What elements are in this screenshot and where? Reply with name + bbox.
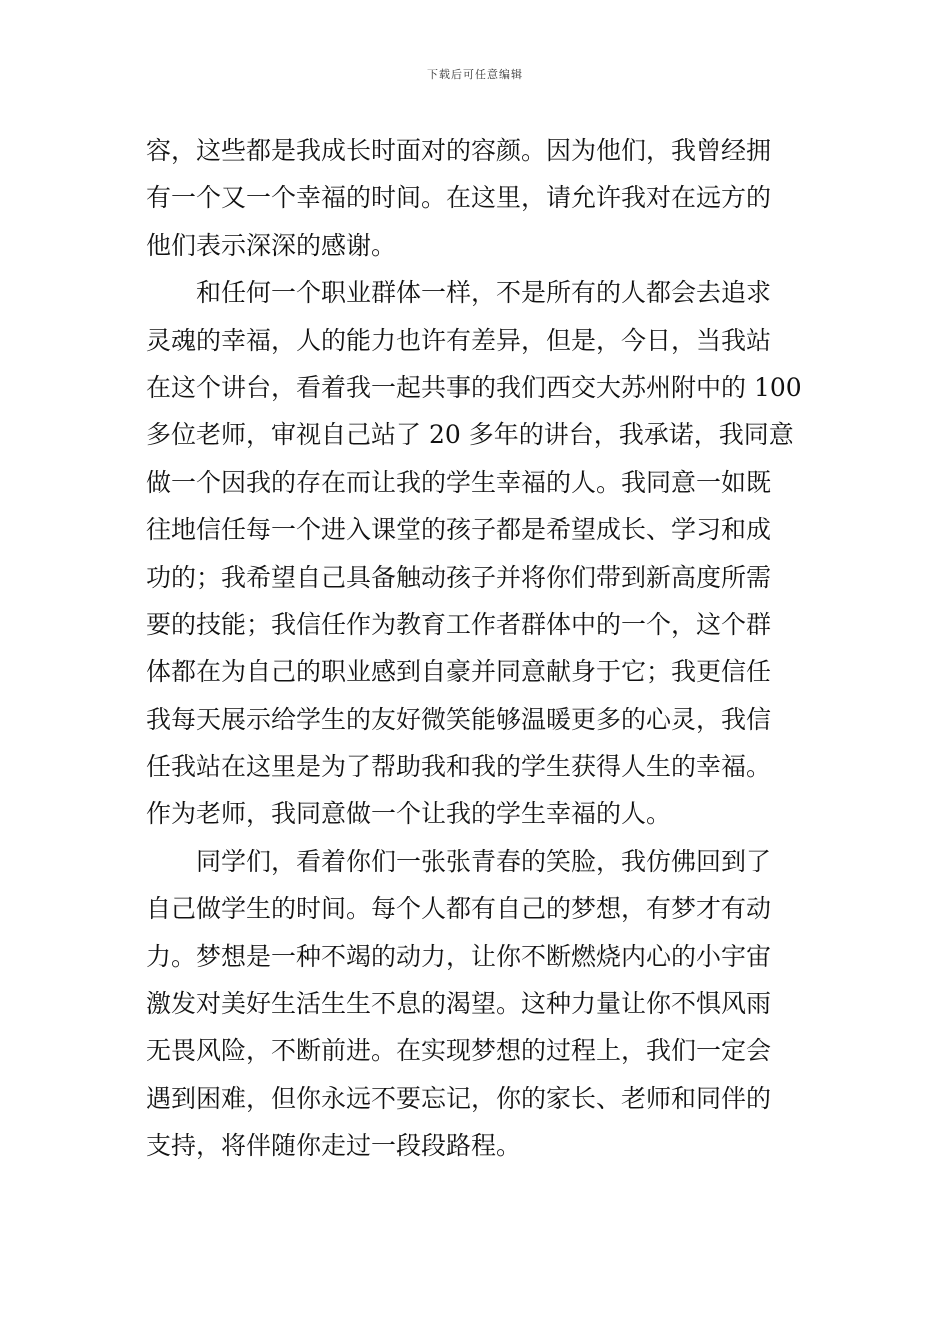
paragraph [146,838,806,1170]
text-line: 有一个又一个幸福的时间。在这里，请允许我对在远方的 [146,183,772,213]
text-line: 任我站在这里是为了帮助我和我的学生获得人生的幸福。 [146,752,772,782]
text-line: 和任何一个职业群体一样，不是所有的人都会去追求 [196,278,772,308]
text-line: 灵魂的幸福，人的能力也许有差异，但是，今日，当我站 [146,325,772,355]
text-line: 自己做学生的时间。每个人都有自己的梦想，有梦才有动 [146,894,772,924]
text-line: 无畏风险，不断前进。在实现梦想的过程上，我们一定会 [146,1036,772,1066]
text-line: 要的技能；我信任作为教育工作者群体中的一个，这个群 [146,609,772,639]
text-line: 作为老师，我同意做一个让我的学生幸福的人。 [146,799,672,829]
page-header: 下载后可任意编辑 [427,68,523,81]
text-line: 多位老师，审视自己站了 20 多年的讲台，我承诺，我同意 [146,420,794,450]
text-line: 做一个因我的存在而让我的学生幸福的人。我同意一如既 [146,467,772,497]
text-line: 他们表示深深的感谢。 [146,230,397,260]
paragraph [146,127,806,269]
text-line: 体都在为自己的职业感到自豪并同意献身于它；我更信任 [146,657,772,687]
text-line: 功的；我希望自己具备触动孩子并将你们带到新高度所需 [146,562,772,592]
text-line: 同学们，看着你们一张张青春的笑脸，我仿佛回到了 [196,846,772,876]
text-line: 容，这些都是我成长时面对的容颜。因为他们，我曾经拥 [146,136,772,165]
paragraph [146,269,806,838]
text-line: 在这个讲台，看着我一起共事的我们西交大苏州附中的 100 [146,372,802,402]
text-line: 支持，将伴随你走过一段段路程。 [146,1131,522,1161]
text-line: 往地信任每一个进入课堂的孩子都是希望成长、学习和成 [146,515,772,545]
text-line: 激发对美好生活生生不息的渴望。这种力量让你不惧风雨 [146,989,772,1019]
document-body [146,127,806,1170]
text-line: 遇到困难，但你永远不要忘记，你的家长、老师和同伴的 [146,1083,772,1113]
text-line: 我每天展示给学生的友好微笑能够温暖更多的心灵，我信 [146,704,772,734]
text-line: 力。梦想是一种不竭的动力，让你不断燃烧内心的小宇宙 [146,941,772,971]
